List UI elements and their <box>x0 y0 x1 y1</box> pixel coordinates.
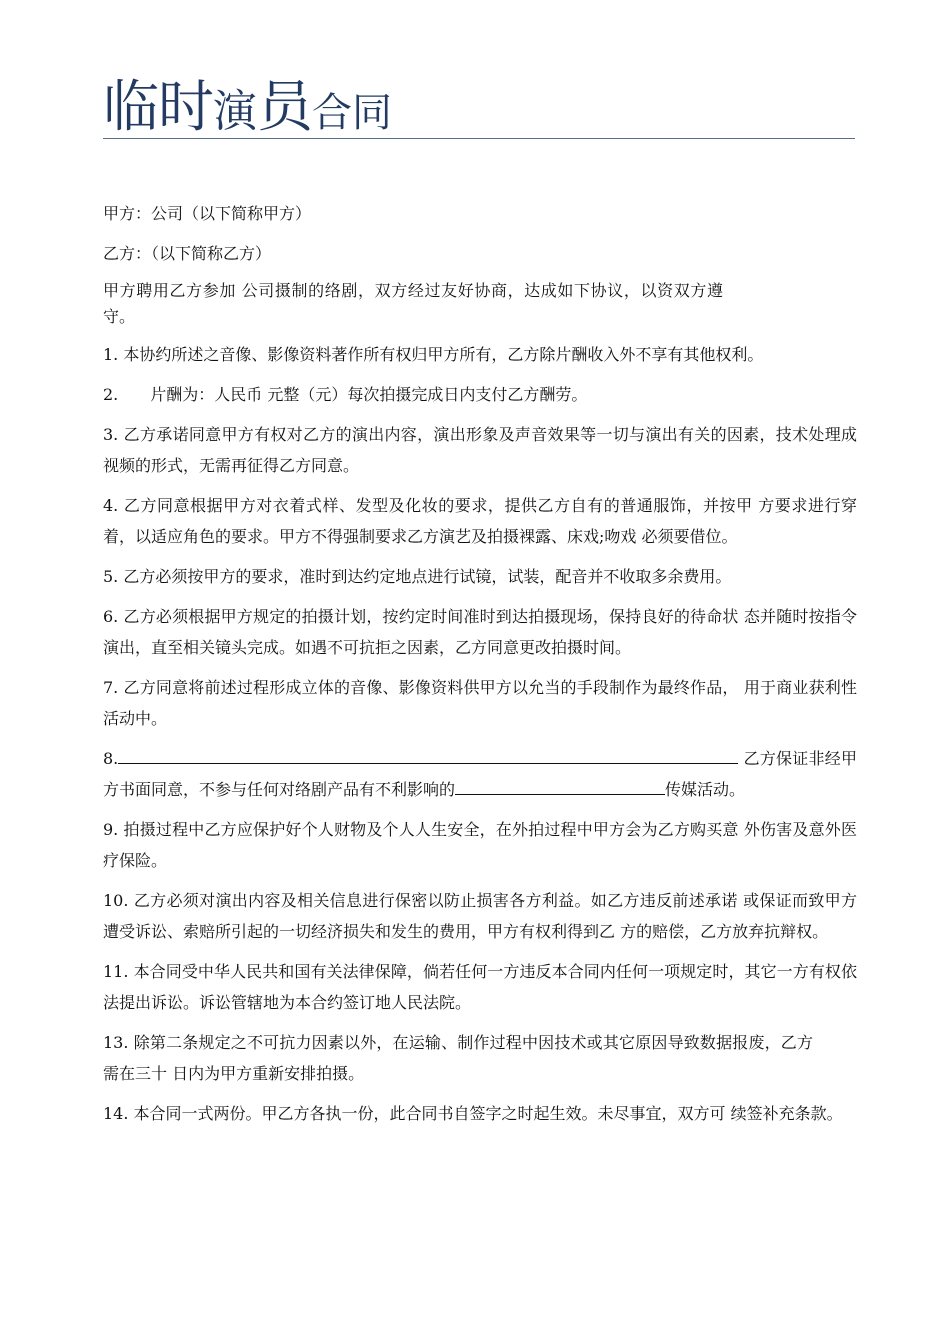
clause-9: 9. 拍摄过程中乙方应保护好个人财物及个人人生安全，在外拍过程中甲方会为乙方购买意 外伤害及意外医疗保险。 <box>103 820 857 870</box>
title-part-2: 演 <box>213 86 257 137</box>
party-b-line: 乙方：（以下简称乙方） <box>103 244 272 263</box>
clause-6: 6. 乙方必须根据甲方规定的拍摄计划，按约定时间准时到达拍摄现场，保持良好的待命状 态并随时按指令演出，直至相关镜头完成。如遇不可抗拒之因素，乙方同意更改拍摄时间。 <box>103 607 857 657</box>
spacer <box>103 947 857 956</box>
spacer <box>103 370 857 379</box>
spacer <box>103 410 857 419</box>
clause-1: 1. 本协约所述之音像、影像资料著作所有权归甲方所有，乙方除片酬收入外不享有其他权利。 <box>103 345 764 364</box>
clause-11: 11. 本合同受中华人民共和国有关法律保障，倘若任何一方违反本合同内任何一项规定时，其它一方有权依法提出诉讼。诉讼管辖地为本合约签订地人民法院。 <box>103 962 857 1012</box>
clause-8-blank-1 <box>118 745 738 764</box>
title-area <box>103 70 855 139</box>
clause-8 <box>103 743 857 805</box>
spacer <box>103 734 857 743</box>
spacer <box>103 876 857 885</box>
clause-14: 14. 本合同一式两份。甲乙方各执一份，此合同书自签字之时起生效。未尽事宜，双方可 续签补充条款。 <box>103 1104 843 1123</box>
spacer <box>103 229 857 238</box>
clause-8-text: 乙方保证非经甲方书面同意，不参与任何对络剧产品有不利影响的 <box>103 749 857 799</box>
clause-8-end: 传媒活动。 <box>665 780 746 799</box>
clause-10: 10. 乙方必须对演出内容及相关信息进行保密以防止损害各方利益。如乙方违反前述承诺 或保证而致甲方遭受诉讼、索赔所引起的一切经济损失和发生的费用，甲方有权利得到乙 方的赔偿，乙方放弃抗辩权。 <box>103 891 857 941</box>
clause-3: 3. 乙方承诺同意甲方有权对乙方的演出内容，演出形象及声音效果等一切与演出有关的因素，技术处理成视频的形式，无需再征得乙方同意。 <box>103 425 857 475</box>
spacer <box>103 805 857 814</box>
spacer <box>103 1089 857 1098</box>
title-part-4: 合同 <box>312 90 392 136</box>
spacer <box>103 330 857 339</box>
spacer <box>103 552 857 561</box>
title-part-3: 员 <box>257 75 312 140</box>
page-title <box>103 75 392 140</box>
clause-8-blank-2 <box>455 776 665 795</box>
party-a-line: 甲方：公司（以下简称甲方） <box>103 204 312 223</box>
intro-paragraph: 甲方聘用乙方参加 公司摄制的络剧，双方经过友好协商，达成如下协议，以资双方遵守。 <box>103 281 723 326</box>
clause-8-number: 8. <box>103 749 119 768</box>
spacer <box>103 663 857 672</box>
clause-7: 7. 乙方同意将前述过程形成立体的音像、影像资料供甲方以允当的手段制作为最终作品， 用于商业获利性活动中。 <box>103 678 857 728</box>
clause-4: 4. 乙方同意根据甲方对衣着式样、发型及化妆的要求，提供乙方自有的普通服饰，并按甲 方要求进行穿着，以适应角色的要求。甲方不得强制要求乙方演艺及拍摄裸露、床戏;吻戏 必须要借位。 <box>103 496 857 546</box>
clause-5: 5. 乙方必须按甲方的要求，准时到达约定地点进行试镜，试装，配音并不收取多余费用。 <box>103 567 732 586</box>
spacer <box>103 269 857 278</box>
title-part-1: 临时 <box>103 75 213 140</box>
contract-body <box>103 198 857 1129</box>
spacer <box>103 481 857 490</box>
clause-13: 13. 除第二条规定之不可抗力因素以外，在运输、制作过程中因技术或其它原因导致数据报废，乙方需在三十 日内为甲方重新安排拍摄。 <box>103 1033 813 1083</box>
spacer <box>103 592 857 601</box>
spacer <box>103 1018 857 1027</box>
clause-2: 2. 片酬为：人民币 元整（元）每次拍摄完成日内支付乙方酬劳。 <box>103 385 588 404</box>
